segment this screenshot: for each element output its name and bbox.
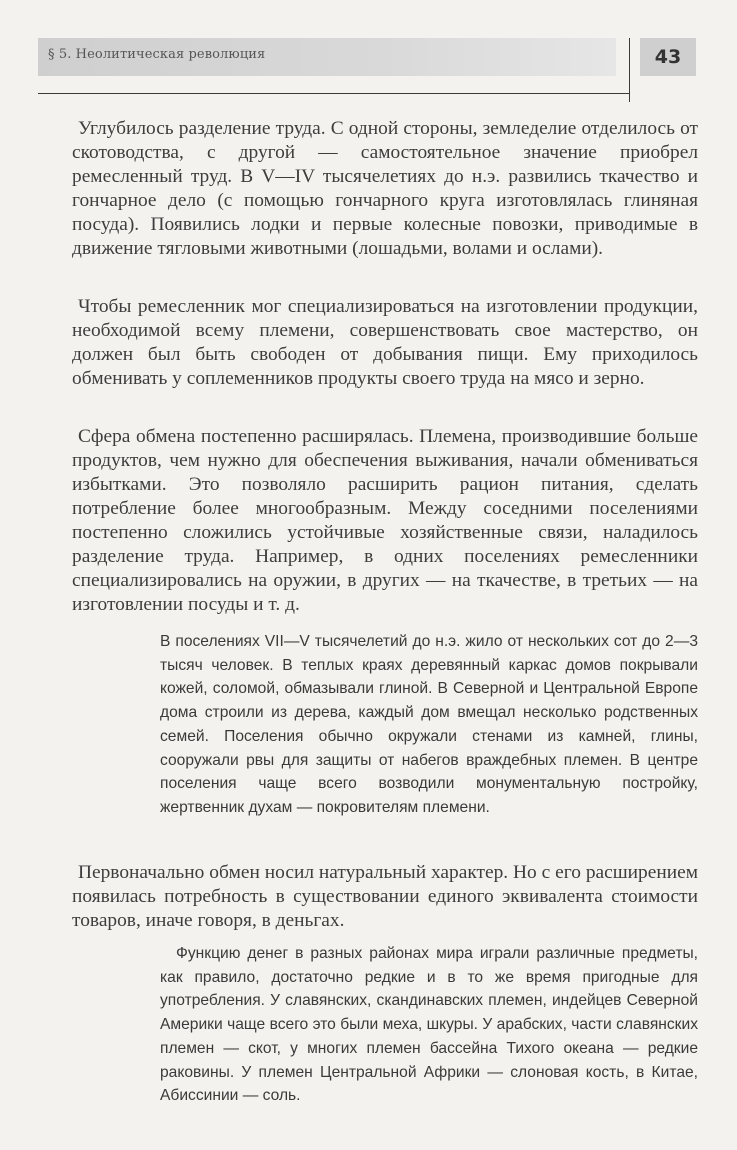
note-settlements: В поселениях VII—V тысячелетий до н.э. жило от нескольких сот до 2—3 тысяч человек. В теплых краях деревянный каркас домов покрывали кожей, соломой, обмазывали глиной. В Северной и Центральной Европе дома строили из дерева, каждый дом вмещал несколько родственных семей. Поселения обычно окружали стенами из камней, глины, сооружали рвы для защиты от набегов враждебных племен. В центре поселения чаще всего возводили монументальную постройку, жертвенник духам — покровителям племени.: [160, 633, 698, 816]
note-money-function: Функцию денег в разных районах мира играли различные предметы, как правило, достаточно редкие и в то же время пригодные для употребления. У славянских, скандинавских племен, индейцев Северной Америки чаще всего это были меха, шкуры. У арабских, части славянских племен — скот, у многих племен бассейна Тихого океана — редкие раковины. У племен Центральной Африки — слоновая кость, в Китае, Абиссинии — соль.: [160, 945, 698, 1105]
page-number: 43: [640, 38, 696, 76]
paragraph-exchange: Сфера обмена постепенно расширялась. Племена, производившие больше продуктов, чем нужно для обеспечения выживания, начали обмениваться избытками. Это позволяло расширить рацион питания, сделать потребление более многообразным. Между соседними поселениями постепенно сложились устойчивые хозяйственные связи, наладилось разделение труда. Например, в одних поселениях ремесленники специализировались на оружии, в других — на ткачестве, в третьих — на изготовлении посуды и т. д.: [72, 426, 698, 615]
paragraph-barter: Первоначально обмен носил натуральный характер. Но с его расширением появилась потребность в существовании единого эквивалента стоимости товаров, иначе говоря, в деньгах.: [72, 862, 698, 931]
paragraph-craftsman: Чтобы ремесленник мог специализироваться на изготовлении продукции, необходимой всему племени, совершенствовать свое мастерство, он должен был быть свободен от добывания пищи. Ему приходилось обменивать у соплеменников продукты своего труда на мясо и зерно.: [72, 296, 698, 389]
header-rule: [38, 93, 630, 94]
section-title: § 5. Неолитическая революция: [48, 47, 266, 62]
paragraph-division-of-labor: Углубилось разделение труда. С одной стороны, земледелие отделилось от скотоводства, с другой — самостоятельное значение приобрел ремесленный труд. В V—IV тысячелетиях до н.э. развились ткачество и гончарное дело (с помощью гончарного круга изготовлялась глиняная посуда). Появились лодки и первые колесные повозки, приводимые в движение тягловыми животными (лошадьми, волами и ослами).: [72, 118, 698, 259]
